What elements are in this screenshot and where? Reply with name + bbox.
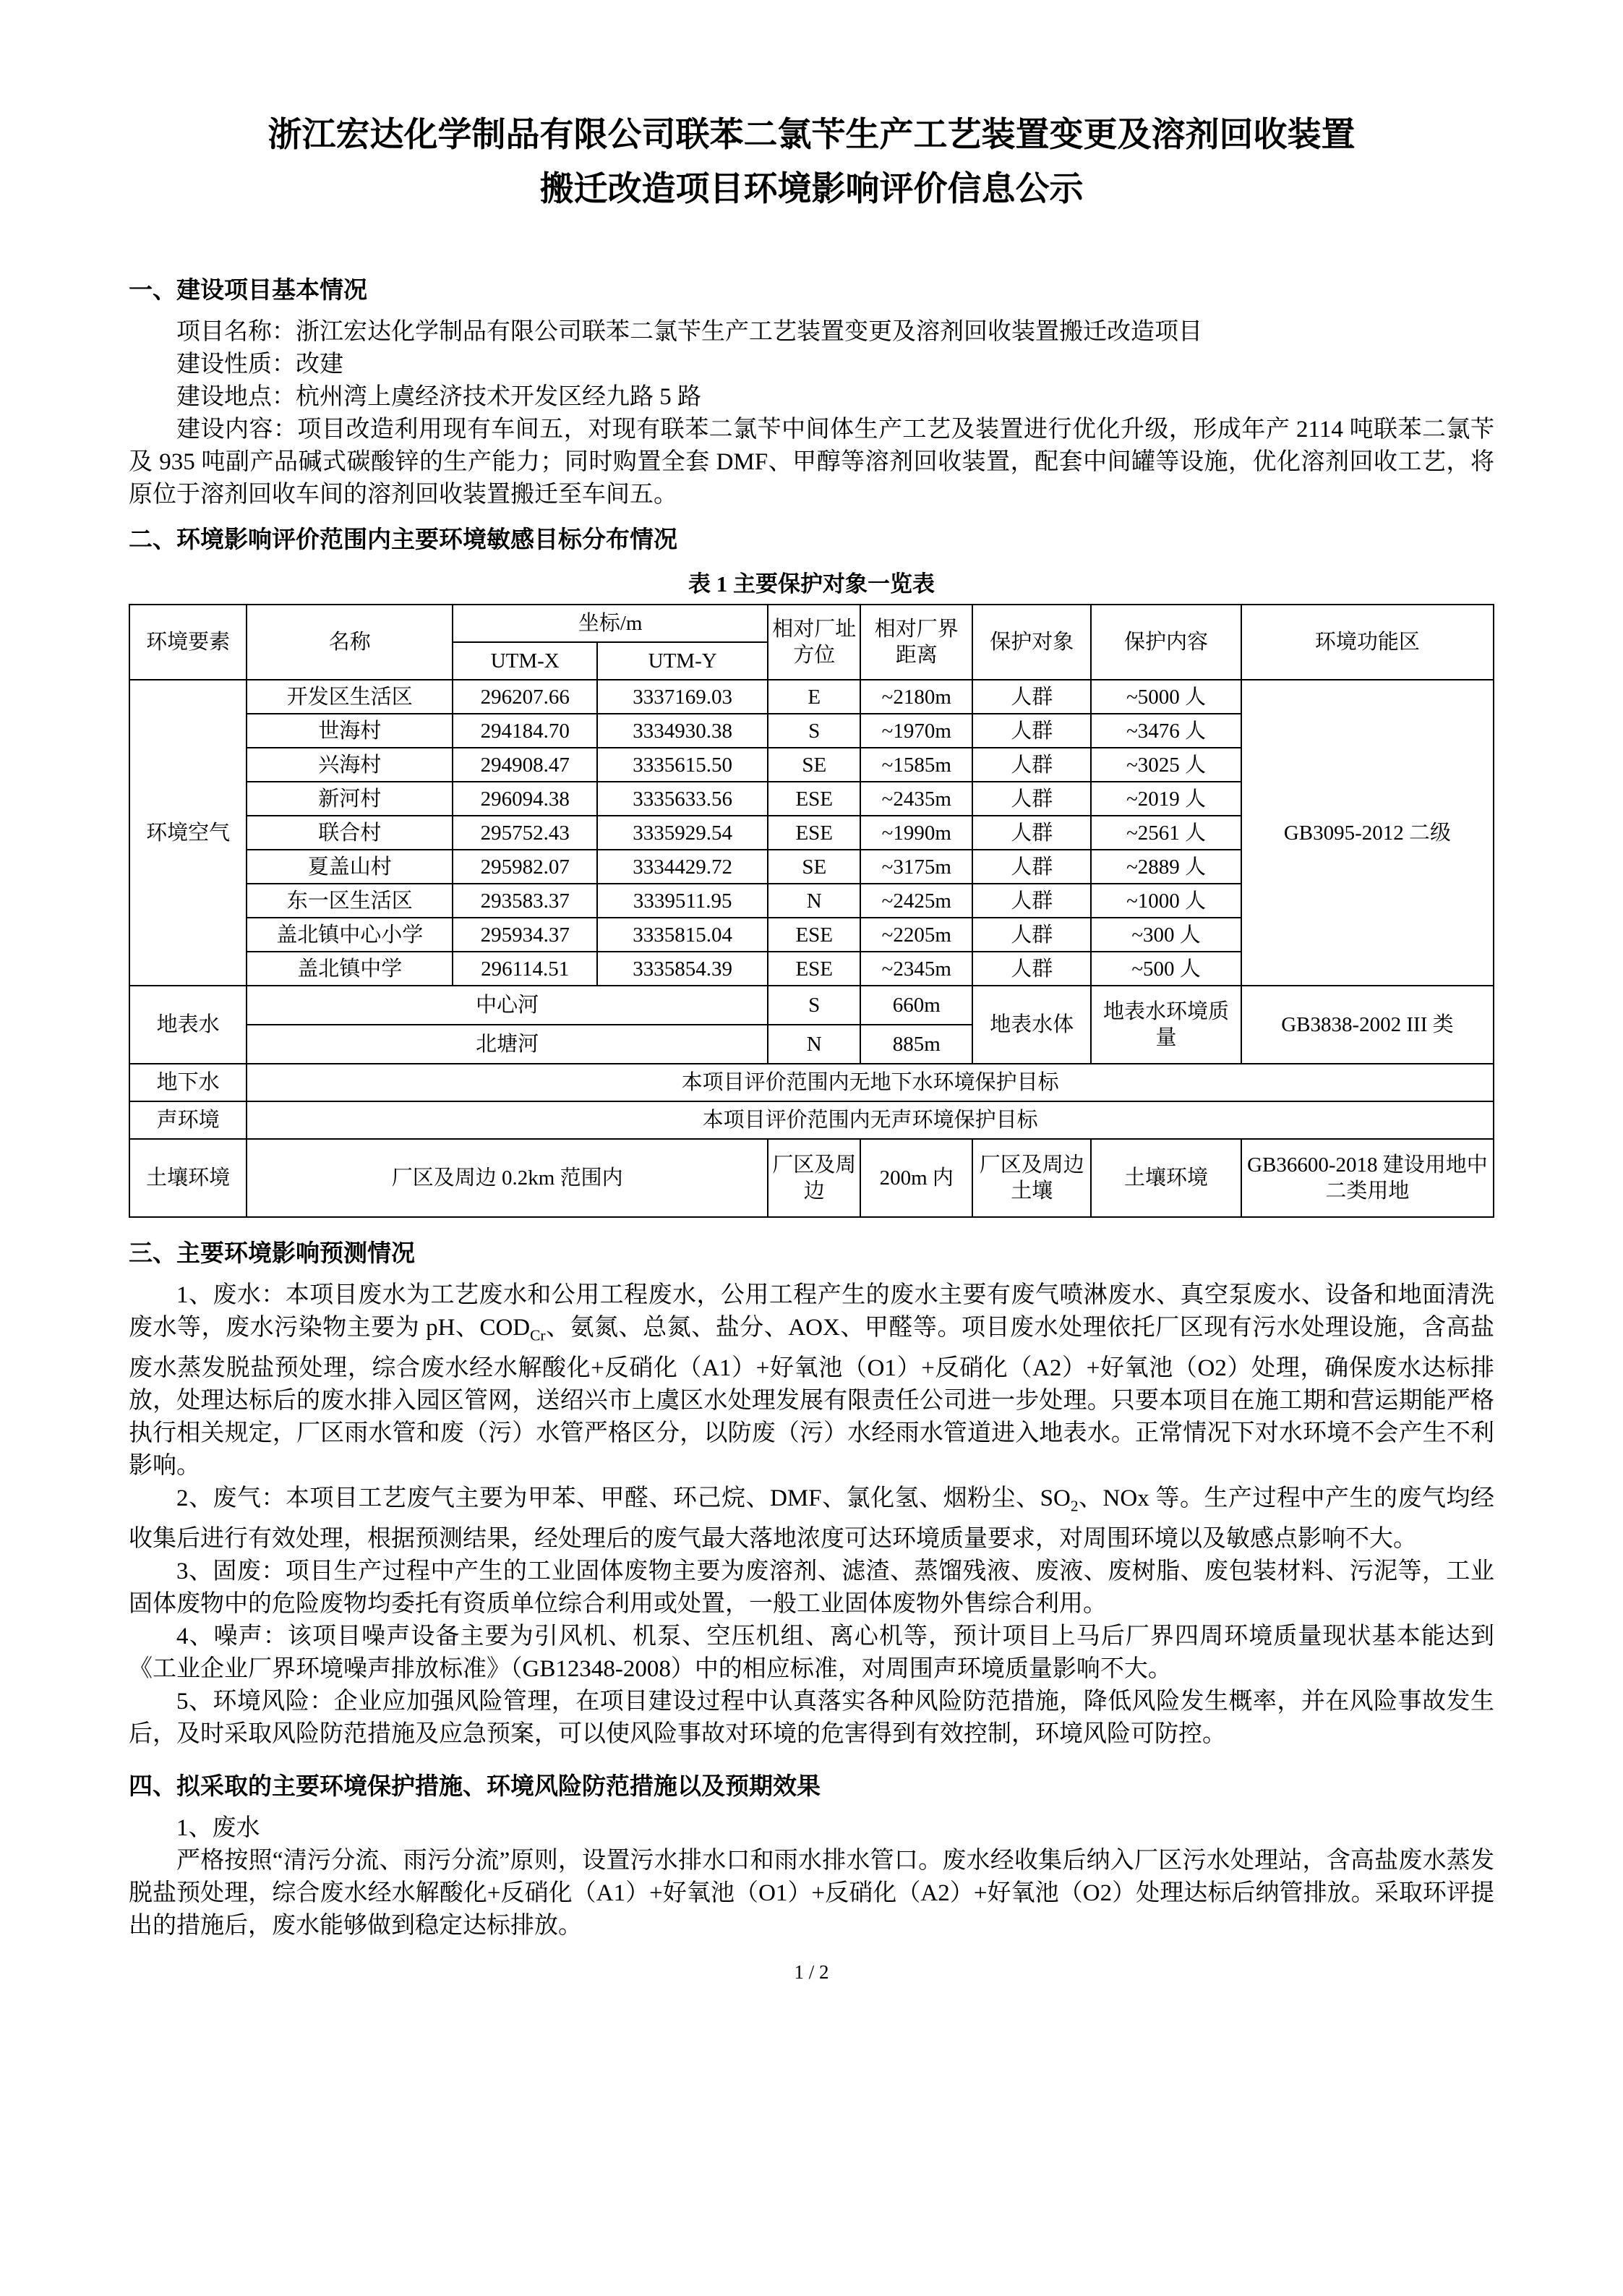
table-cell: ~2889 人 (1091, 850, 1241, 884)
table-cell: 3334429.72 (597, 850, 768, 884)
table-cell: ESE (768, 782, 860, 816)
table-cell: 人群 (972, 884, 1091, 918)
table-cell: 296207.66 (453, 680, 597, 714)
cell-soil-element: 土壤环境 (129, 1139, 247, 1217)
header-protect-content: 保护内容 (1091, 605, 1241, 680)
table-row (129, 1139, 1494, 1217)
table-cell: 中心河 (247, 986, 768, 1025)
table-cell: ESE (768, 816, 860, 850)
table-cell: S (768, 986, 860, 1025)
table-row (129, 1064, 1494, 1101)
table-cell: 开发区生活区 (247, 680, 453, 714)
table-cell: 885m (860, 1025, 972, 1064)
table-cell: 人群 (972, 782, 1091, 816)
measures-wastewater-subheading: 1、废水 (176, 1814, 260, 1841)
table-cell: ~3025 人 (1091, 748, 1241, 782)
table-cell: 3335815.04 (597, 918, 768, 952)
cell-groundwater-element: 地下水 (129, 1064, 247, 1101)
table-cell: ~500 人 (1091, 952, 1241, 986)
table1-caption: 表 1 主要保护对象一览表 (688, 571, 935, 597)
project-name-paragraph: 项目名称：浙江宏达化学制品有限公司联苯二氯苄生产工艺装置变更及溶剂回收装置搬迁改造项目 (176, 319, 1202, 346)
so2-subscript: 2 (1070, 1497, 1079, 1515)
construction-nature-paragraph: 建设性质：改建 (176, 351, 343, 378)
document-title-line1: 浙江宏达化学制品有限公司联苯二氯苄生产工艺装置变更及溶剂回收装置 (267, 116, 1356, 154)
table-cell: ~3175m (860, 850, 972, 884)
header-env-element: 环境要素 (129, 605, 247, 680)
table-cell: 地表水体 (972, 986, 1091, 1064)
table-cell: N (768, 884, 860, 918)
table-cell: 新河村 (247, 782, 453, 816)
table-cell: GB3838-2002 III 类 (1241, 986, 1494, 1064)
waste-gas-paragraph (129, 1482, 1494, 1555)
table-cell: ESE (768, 918, 860, 952)
table-cell: 夏盖山村 (247, 850, 453, 884)
table-cell: 人群 (972, 748, 1091, 782)
table-cell: 本项目评价范围内无声环境保护目标 (247, 1101, 1494, 1139)
table-cell: S (768, 714, 860, 748)
waste-gas-text-b: 、NOx 等。生产过程中产生的废气均经收集后进行有效处理，根据预测结果，经处理后的废气最大落地浓度可达环境质量要求，对周围环境以及敏感点影响不大。 (129, 1485, 1494, 1552)
table-cell: ~2345m (860, 952, 972, 986)
table-cell: 294184.70 (453, 714, 597, 748)
table-cell: 厂区及周边 0.2km 范围内 (247, 1139, 768, 1217)
table-cell: 地表水环境质量 (1091, 986, 1241, 1064)
header-coordinates: 坐标/m (453, 605, 768, 642)
table-cell: ~1990m (860, 816, 972, 850)
protection-targets-table (129, 604, 1494, 1218)
cell-surface-water-element: 地表水 (129, 986, 247, 1064)
header-protect-target: 保护对象 (972, 605, 1091, 680)
cell-noise-element: 声环境 (129, 1101, 247, 1139)
page-number: 1 / 2 (794, 1960, 829, 1983)
table-cell: 3335615.50 (597, 748, 768, 782)
section1-heading: 一、建设项目基本情况 (129, 278, 367, 304)
table-cell: ~3476 人 (1091, 714, 1241, 748)
construction-location-paragraph: 建设地点：杭州湾上虞经济技术开发区经九路 5 路 (176, 384, 701, 411)
table-cell: N (768, 1025, 860, 1064)
section4-heading: 四、拟采取的主要环境保护措施、环境风险防范措施以及预期效果 (129, 1773, 821, 1800)
table-cell: ~300 人 (1091, 918, 1241, 952)
environmental-risk-paragraph: 5、环境风险：企业应加强风险管理，在项目建设过程中认真落实各种风险防范措施，降低风险发生概率，并在风险事故发生后，及时采取风险防范措施及应急预案，可以使风险事故对环境的危害得到有效控制，环境风险可防控。 (129, 1688, 1494, 1747)
section2-heading: 二、环境影响评价范围内主要环境敏感目标分布情况 (129, 527, 677, 554)
table-cell: 200m 内 (860, 1139, 972, 1217)
cod-cr-subscript: Cr (530, 1326, 546, 1344)
table-cell: GB36600-2018 建设用地中二类用地 (1241, 1139, 1494, 1217)
table-cell: 296114.51 (453, 952, 597, 986)
table-cell: 兴海村 (247, 748, 453, 782)
table-cell: ~2425m (860, 884, 972, 918)
table-cell: 人群 (972, 850, 1091, 884)
table-cell: 293583.37 (453, 884, 597, 918)
waste-gas-text-a: 2、废气：本项目工艺废气主要为甲苯、甲醛、环己烷、DMF、氯化氢、烟粉尘、SO (176, 1485, 1071, 1511)
table-row (129, 680, 1494, 714)
table-cell: 296094.38 (453, 782, 597, 816)
table-cell: 本项目评价范围内无地下水环境保护目标 (247, 1064, 1494, 1101)
table-cell: SE (768, 850, 860, 884)
table-cell: 660m (860, 986, 972, 1025)
table-cell: ~2019 人 (1091, 782, 1241, 816)
table-cell: 295752.43 (453, 816, 597, 850)
table-cell: SE (768, 748, 860, 782)
wastewater-paragraph (129, 1279, 1494, 1482)
table-cell: 人群 (972, 714, 1091, 748)
table-row (129, 986, 1494, 1025)
table-cell: 北塘河 (247, 1025, 768, 1064)
table-cell: ~5000 人 (1091, 680, 1241, 714)
table-cell: ~2435m (860, 782, 972, 816)
table-cell: 世海村 (247, 714, 453, 748)
section3-heading: 三、主要环境影响预测情况 (129, 1241, 415, 1268)
header-direction: 相对厂址方位 (768, 605, 860, 680)
table-cell: 人群 (972, 680, 1091, 714)
table-cell: 人群 (972, 816, 1091, 850)
table-cell: 东一区生活区 (247, 884, 453, 918)
table-cell: 盖北镇中学 (247, 952, 453, 986)
wastewater-text-b: 、氨氮、总氮、盐分、AOX、甲醛等。项目废水处理依托厂区现有污水处理设施，含高盐废水蒸发脱盐预处理，综合废水经水解酸化+反硝化（A1）+好氧池（O1）+反硝化（A2）+好氧池（O2）处理，确保废水达标排放，处理达标后的废水排入园区管网，送绍兴市上虞区水处理发展有限责任公司进一步处理。只要本项目在施工期和营运期能严格执行相关规定，厂区雨水管和废（污）水管严格区分，以防废（污）水经雨水管道进入地表水。正常情况下对水环境不会产生不利影响。 (129, 1315, 1494, 1479)
header-utm-x: UTM-X (453, 642, 597, 680)
table-cell: 3339511.95 (597, 884, 768, 918)
table-cell: 人群 (972, 952, 1091, 986)
table-cell: 厂区及周边 (768, 1139, 860, 1217)
table-cell: 3337169.03 (597, 680, 768, 714)
table-cell: 3334930.38 (597, 714, 768, 748)
table-cell: E (768, 680, 860, 714)
table-cell: 联合村 (247, 816, 453, 850)
document-title-line2: 搬迁改造项目环境影响评价信息公示 (539, 171, 1084, 209)
table-cell: ~1970m (860, 714, 972, 748)
table-cell: ~2205m (860, 918, 972, 952)
header-utm-y: UTM-Y (597, 642, 768, 680)
table-cell: 3335929.54 (597, 816, 768, 850)
solid-waste-paragraph: 3、固废：项目生产过程中产生的工业固体废物主要为废溶剂、滤渣、蒸馏残液、废液、废树脂、废包装材料、污泥等，工业固体废物中的危险废物均委托有资质单位综合利用或处置，一般工业固体废物外售综合利用。 (129, 1558, 1494, 1617)
table-cell: 厂区及周边土壤 (972, 1139, 1091, 1217)
table-cell: ~2180m (860, 680, 972, 714)
table-cell: 295934.37 (453, 918, 597, 952)
table-cell: ~1000 人 (1091, 884, 1241, 918)
wastewater-text-a: 1、废水：本项目废水为工艺废水和公用工程废水，公用工程产生的废水主要有废气喷淋废水、真空泵废水、设备和地面清洗废水等，废水污染物主要为 pH、COD (129, 1282, 1494, 1341)
header-distance: 相对厂界距离 (860, 605, 972, 680)
table-cell: ESE (768, 952, 860, 986)
measures-wastewater-paragraph: 严格按照“清污分流、雨污分流”原则，设置污水排水口和雨水排水管口。废水经收集后纳入厂区污水处理站，含高盐废水蒸发脱盐预处理，综合废水经水解酸化+反硝化（A1）+好氧池（O1）+反硝化（A2）+好氧池（O2）处理达标后纳管排放。采取环评提出的措施后，废水能够做到稳定达标排放。 (129, 1847, 1494, 1939)
table-cell: 土壤环境 (1091, 1139, 1241, 1217)
table-cell: 294908.47 (453, 748, 597, 782)
header-name: 名称 (247, 605, 453, 680)
construction-content-paragraph: 建设内容：项目改造利用现有车间五，对现有联苯二氯苄中间体生产工艺及装置进行优化升级，形成年产 2114 吨联苯二氯苄及 935 吨副产品碱式碳酸锌的生产能力；同时购置全套 DMF、甲醇等溶剂回收装置，配套中间罐等设施，优化溶剂回收工艺，将原位于溶剂回收车间的溶剂回收装置搬迁至车间五。 (129, 417, 1494, 508)
cell-air-element: 环境空气 (129, 680, 247, 986)
table-cell: ~1585m (860, 748, 972, 782)
table-row (129, 1101, 1494, 1139)
table-cell: 3335854.39 (597, 952, 768, 986)
table-cell: 3335633.56 (597, 782, 768, 816)
table-cell: 人群 (972, 918, 1091, 952)
table-cell: 盖北镇中心小学 (247, 918, 453, 952)
header-env-function: 环境功能区 (1241, 605, 1494, 680)
cell-air-function-zone: GB3095-2012 二级 (1241, 680, 1494, 986)
table-cell: 295982.07 (453, 850, 597, 884)
noise-paragraph: 4、噪声：该项目噪声设备主要为引风机、机泵、空压机组、离心机等，预计项目上马后厂界四周环境质量现状基本能达到《工业企业厂界环境噪声排放标准》（GB12348-2008）中的相应标准，对周围声环境质量影响不大。 (129, 1623, 1494, 1682)
table-cell: ~2561 人 (1091, 816, 1241, 850)
document-title (129, 108, 1494, 217)
